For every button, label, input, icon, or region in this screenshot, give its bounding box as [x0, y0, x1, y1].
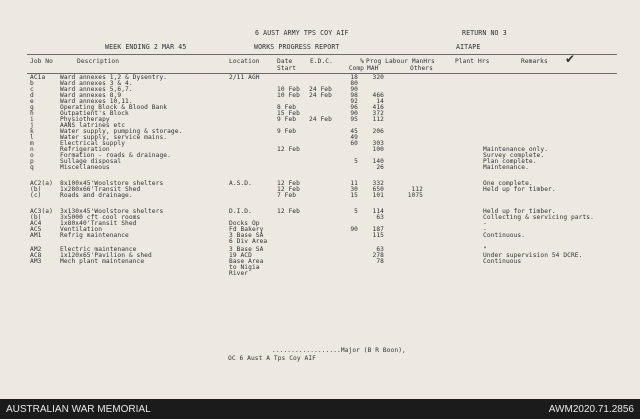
- row-description: 1x280x66'Transit Shed: [60, 186, 141, 193]
- row-labour-mah: 100: [372, 146, 384, 153]
- row-comp-pct: 5: [354, 158, 358, 165]
- row-description: Operating Block & Blood Bank: [60, 104, 168, 111]
- row-description: AANS latrines etc: [60, 122, 126, 129]
- row-description: Refrigeration: [60, 146, 110, 153]
- row-comp-pct: 60: [350, 140, 358, 147]
- col-labour-others: Others: [410, 65, 433, 72]
- header-rule-top: [27, 54, 617, 55]
- row-description: Physiotherapy: [60, 116, 110, 123]
- row-comp-pct: 5: [354, 208, 358, 215]
- row-job-no: g: [30, 104, 34, 111]
- row-comp-pct: 11: [350, 180, 358, 187]
- row-location: D.I.D.: [229, 208, 252, 215]
- row-description: Outpatient's Block: [60, 110, 129, 117]
- row-labour-mah: 372: [372, 110, 384, 117]
- row-date-start: 10 Feb: [277, 92, 300, 99]
- row-comp-pct: 90: [350, 110, 358, 117]
- row-job-no: d: [30, 92, 34, 99]
- row-description: Ward annexes 8,9: [60, 92, 122, 99]
- row-job-no: j: [30, 122, 34, 129]
- row-location: River: [229, 270, 249, 277]
- report-title: WORKS PROGRESS REPORT: [254, 43, 340, 51]
- col-labour-mah: MAH: [367, 65, 379, 72]
- row-job-no: AC8: [30, 252, 42, 259]
- row-remarks: Continuous: [483, 258, 522, 265]
- row-job-no: AC3(a): [30, 208, 53, 215]
- signature-line: ..................Major (B R Boon),: [272, 347, 406, 354]
- row-comp-pct: 95: [350, 116, 358, 123]
- row-description: Water supply, service mains.: [60, 134, 168, 141]
- row-remarks: Under supervision 54 DCRE.: [483, 252, 583, 259]
- signature-unit: OC 6 Aust A Tps Coy AIF: [228, 355, 316, 362]
- row-comp-pct: 92: [350, 98, 358, 105]
- document-title: 6 AUST ARMY TPS COY AIF: [255, 29, 349, 37]
- col-edc: E.D.C.: [310, 58, 333, 65]
- row-comp-pct: 98: [350, 92, 358, 99]
- row-labour-mah: 114: [372, 208, 384, 215]
- row-location: to Nigia: [229, 264, 260, 271]
- row-remarks: ": [483, 246, 487, 253]
- row-location: 6 Div Area: [229, 238, 268, 245]
- row-description: Roads and drainage.: [60, 192, 133, 199]
- row-labour-mah: 303: [372, 140, 384, 147]
- row-date-start: 12 Feb: [277, 208, 300, 215]
- row-labour-mah: 332: [372, 180, 384, 187]
- row-comp-pct: 90: [350, 86, 358, 93]
- row-labour-mah: 140: [372, 158, 384, 165]
- row-description: Electrical supply: [60, 140, 126, 147]
- row-job-no: k: [30, 128, 34, 135]
- row-date-start: 12 Feb: [277, 146, 300, 153]
- tick-mark: ✔: [565, 52, 576, 66]
- row-description: Refrig maintenance: [60, 232, 129, 239]
- row-remarks: Held up for timber.: [483, 208, 556, 215]
- row-remarks: Maintenance.: [483, 164, 529, 171]
- row-date-start: 12 Feb: [277, 180, 300, 187]
- row-job-no: AM2: [30, 246, 42, 253]
- row-comp-pct: 80: [350, 80, 358, 87]
- row-description: Ward annexes 3 & 4.: [60, 80, 133, 87]
- row-remarks: Maintenance only.: [483, 146, 549, 153]
- row-edc: 24 Feb: [309, 92, 332, 99]
- return-number: RETURN NO 3: [462, 29, 507, 37]
- row-location: 19 ACD: [229, 252, 252, 259]
- row-description: 3x5000 cft cool rooms: [60, 214, 141, 221]
- row-job-no: AM3: [30, 258, 42, 265]
- row-job-no: i: [30, 116, 34, 123]
- row-job-no: n: [30, 146, 34, 153]
- row-remarks: -: [483, 226, 487, 233]
- row-description: Mech plant maintenance: [60, 258, 145, 265]
- row-date-start: 10 Feb: [277, 86, 300, 93]
- row-date-start: 9 Feb: [277, 128, 297, 135]
- row-description: Electric maintenance: [60, 246, 137, 253]
- row-labour-mah: 278: [372, 252, 384, 259]
- row-remarks: Survey complete.: [483, 152, 545, 159]
- row-labour-mah: 26: [376, 164, 384, 171]
- row-job-no: (b): [30, 186, 42, 193]
- row-comp-pct: 18: [350, 74, 358, 81]
- row-job-no: l: [30, 134, 34, 141]
- row-location: A.S.D.: [229, 180, 252, 187]
- row-comp-pct: 96: [350, 104, 358, 111]
- row-job-no: AC1a: [30, 74, 46, 81]
- row-description: Sullage disposal: [60, 158, 122, 165]
- row-labour-mah: 14: [376, 98, 384, 105]
- row-description: Ward annexes 1,2 & Dysentry.: [60, 74, 168, 81]
- row-description: Ward annexes 5,6,7.: [60, 86, 133, 93]
- archive-footer: [0, 399, 640, 419]
- row-job-no: o: [30, 152, 34, 159]
- row-job-no: e: [30, 98, 34, 105]
- row-labour-mah: 320: [372, 74, 384, 81]
- row-labour-others: 112: [411, 186, 423, 193]
- col-description: Description: [77, 58, 120, 65]
- row-edc: 24 Feb: [309, 116, 332, 123]
- row-remarks: One complete.: [483, 180, 533, 187]
- col-location: Location: [229, 58, 260, 65]
- row-job-no: b: [30, 80, 34, 87]
- row-date-start: 12 Feb: [277, 186, 300, 193]
- row-labour-mah: 650: [372, 186, 384, 193]
- row-job-no: m: [30, 140, 34, 147]
- row-comp-pct: 90: [350, 226, 358, 233]
- row-labour-mah: 63: [376, 246, 384, 253]
- row-date-start: 8 Feb: [277, 104, 297, 111]
- col-job-no: Job No: [30, 58, 53, 65]
- row-comp-pct: 49: [350, 134, 358, 141]
- row-description: Ventilation: [60, 226, 103, 233]
- row-job-no: AM1: [30, 232, 42, 239]
- row-labour-others: 1075: [407, 192, 423, 199]
- row-job-no: q: [30, 164, 34, 171]
- row-location: Docks Op: [229, 220, 260, 227]
- row-labour-mah: 466: [372, 92, 384, 99]
- week-ending: WEEK ENDING 2 MAR 45: [105, 43, 187, 51]
- row-description: Formation - roads & drainage.: [60, 152, 171, 159]
- row-date-start: 9 Feb: [277, 116, 297, 123]
- row-job-no: AC4: [30, 220, 42, 227]
- row-labour-mah: 416: [372, 104, 384, 111]
- row-labour-mah: 78: [376, 258, 384, 265]
- col-labour-heading: Prog Labour ManHrs: [366, 58, 435, 65]
- col-date-start: Date Start: [277, 58, 297, 72]
- row-comp-pct: 15: [350, 192, 358, 199]
- col-remarks: Remarks: [521, 58, 548, 65]
- row-description: 8x100x45'Woolstore shelters: [60, 180, 164, 187]
- archive-reference: AWM2020.71.2856: [548, 404, 634, 415]
- row-labour-mah: 187: [372, 226, 384, 233]
- col-plant-hrs: Plant Hrs: [455, 58, 490, 65]
- row-job-no: (b): [30, 214, 42, 221]
- row-labour-mah: 112: [372, 116, 384, 123]
- row-remarks: Continuous.: [483, 232, 526, 239]
- row-job-no: AC5: [30, 226, 42, 233]
- row-date-start: 7 Feb: [277, 192, 297, 199]
- row-comp-pct: 30: [350, 186, 358, 193]
- row-labour-mah: 115: [372, 232, 384, 239]
- row-job-no: c: [30, 86, 34, 93]
- row-description: 3x130x45'Woolstore shelters: [60, 208, 164, 215]
- row-description: 1x120x65'Pavilion & shed: [60, 252, 152, 259]
- row-location: Fd Bakery: [229, 226, 264, 233]
- archive-name: AUSTRALIAN WAR MEMORIAL: [6, 404, 151, 415]
- row-remarks: Collecting & servicing parts.: [483, 214, 594, 221]
- row-remarks: Held up for timber.: [483, 186, 556, 193]
- row-job-no: AC2(a): [30, 180, 53, 187]
- row-location: Base Area: [229, 258, 264, 265]
- row-job-no: (c): [30, 192, 42, 199]
- col-comp-pct: % Comp: [348, 58, 364, 72]
- row-location: 3 Base SA: [229, 246, 264, 253]
- row-labour-mah: 101: [372, 192, 384, 199]
- row-remarks: -: [483, 220, 487, 227]
- row-description: Water supply, pumping & storage.: [60, 128, 183, 135]
- report-location: AITAPE: [456, 43, 481, 51]
- row-description: 1x80x40'Transit Shed: [60, 220, 137, 227]
- row-description: Miscellaneous: [60, 164, 110, 171]
- row-job-no: h: [30, 110, 34, 117]
- row-labour-mah: 63: [376, 214, 384, 221]
- row-remarks: Plan complete.: [483, 158, 537, 165]
- row-job-no: p: [30, 158, 34, 165]
- row-description: Ward annexes 10,11.: [60, 98, 133, 105]
- row-labour-mah: 206: [372, 128, 384, 135]
- row-location: 3 Base SA: [229, 232, 264, 239]
- row-edc: 24 Feb: [309, 86, 332, 93]
- row-date-start: 15 Feb: [277, 110, 300, 117]
- row-location: 2/11 AGH: [229, 74, 260, 81]
- row-comp-pct: 45: [350, 128, 358, 135]
